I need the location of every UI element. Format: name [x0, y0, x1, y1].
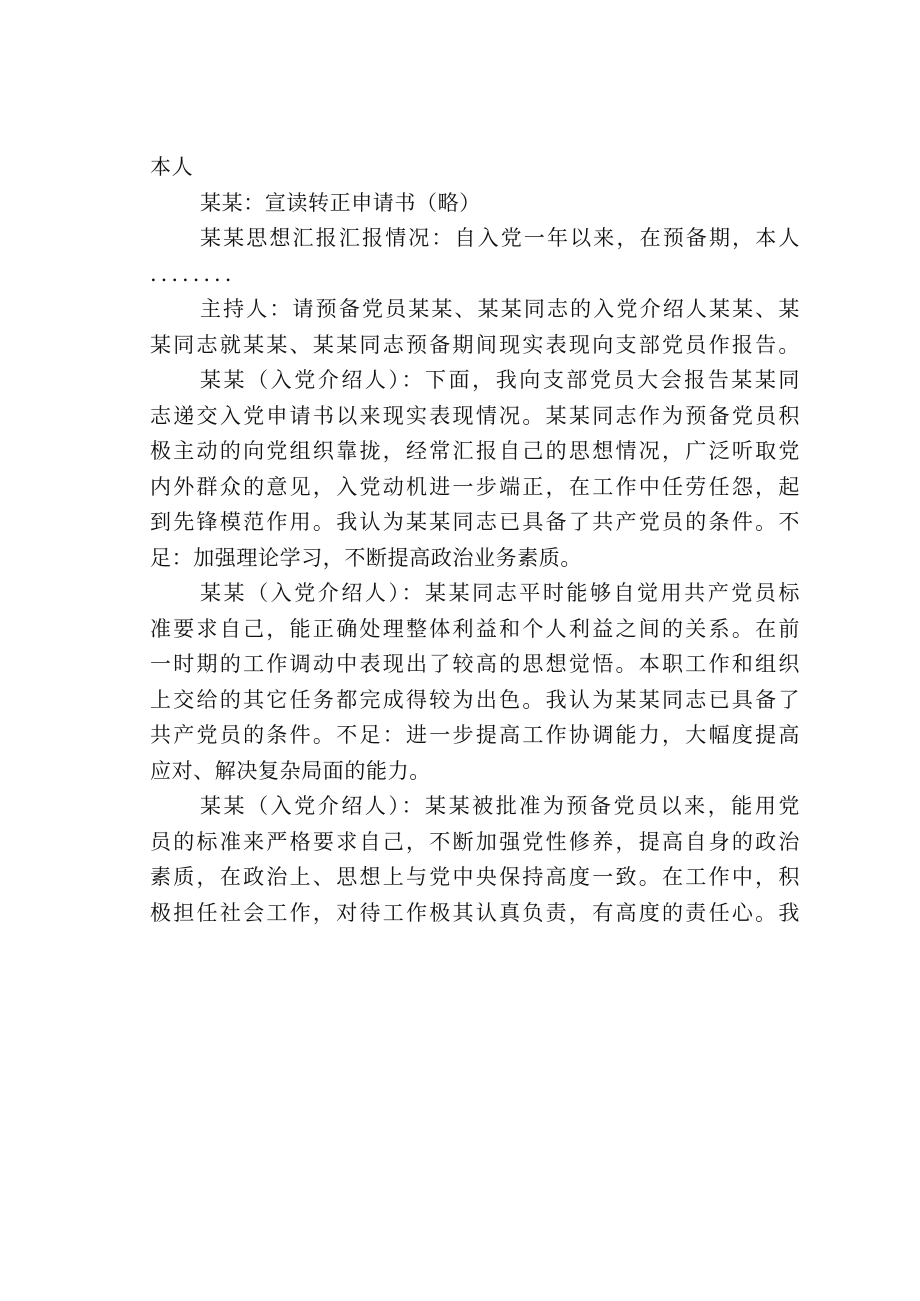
text-line: 素质，在政治上、思想上与党中央保持高度一致。在工作中，积 [150, 865, 800, 889]
document-body [150, 150, 800, 931]
text-line: 内外群众的意见，入党动机进一步端正，在工作中任劳任怨，起 [150, 474, 800, 499]
text-line: 某某思想汇报汇报情况：自入党一年以来，在预备期，本人 [200, 226, 800, 250]
text-line: 共产党员的条件。不足：进一步提高工作协调能力，大幅度提高 [150, 723, 800, 747]
ellipsis-line: ........ [150, 261, 236, 286]
text-line: 本人 [150, 155, 194, 179]
text-line: 准要求自己，能正确处理整体利益和个人利益之间的关系。在前 [150, 616, 800, 641]
text-line: 主持人：请预备党员某某、某某同志的入党介绍人某某、某 [200, 297, 800, 321]
text-line: 应对、解决复杂局面的能力。 [150, 758, 431, 783]
text-line: 上交给的其它任务都完成得较为出色。我认为某某同志已具备了 [150, 687, 800, 712]
text-line: 某某（入党介绍人）：下面，我向支部党员大会报告某某同 [200, 368, 800, 392]
text-line: 极担任社会工作，对待工作极其认真负责，有高度的责任心。我 [150, 900, 800, 925]
text-line: 某某（入党介绍人）：某某被批准为预备党员以来，能用党 [200, 794, 800, 818]
text-line: 某某（入党介绍人）：某某同志平时能够自觉用共产党员标 [200, 581, 800, 605]
text-line: 足：加强理论学习，不断提高政治业务素质。 [150, 545, 582, 570]
text-line: 一时期的工作调动中表现出了较高的思想觉悟。本职工作和组织 [150, 652, 800, 676]
text-line: 到先锋模范作用。我认为某某同志已具备了共产党员的条件。不 [150, 510, 800, 534]
text-line: 极主动的向党组织靠拢，经常汇报自己的思想情况，广泛听取党 [150, 439, 800, 463]
text-line: 某同志就某某、某某同志预备期间现实表现向支部党员作报告。 [150, 332, 800, 357]
text-line: 某某：宣读转正申请书（略） [200, 190, 481, 215]
text-line: 员的标准来严格要求自己，不断加强党性修养，提高自身的政治 [150, 829, 800, 854]
text-line: 志递交入党申请书以来现实表现情况。某某同志作为预备党员积 [150, 403, 800, 428]
